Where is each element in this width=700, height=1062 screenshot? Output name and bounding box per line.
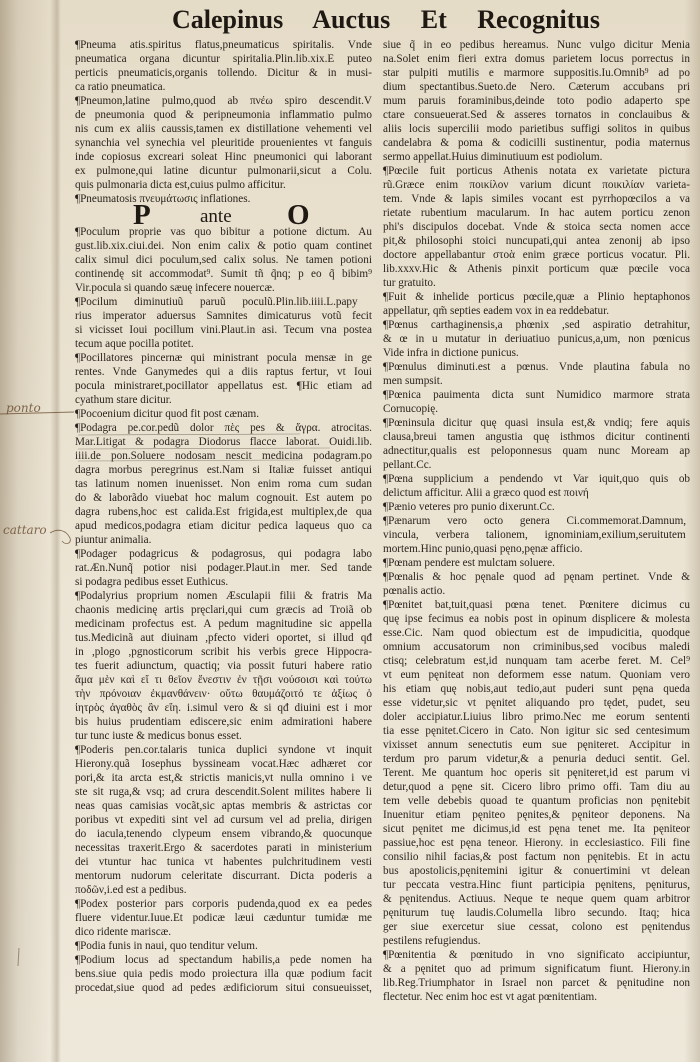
text-line: ¶Podager podagricus & podagrosus, qui podagra labo (75, 548, 373, 560)
text-line: continendę sit accommodat⁹. Sumit tñ q̃nq; p eo q̃ bibim⁹ (75, 268, 372, 280)
text-line: do iacula,tenendo clypeum ensem vibrando,& quocunque (75, 828, 372, 840)
text-line: vixisset annum senectutis eum sue pęniteret. Accipitur in (383, 739, 690, 751)
text-line: appellatur, qm̃ septies eadem vox in ea reddebatur. (383, 305, 610, 317)
text-line: gust.lib.xix.ciui.dei. Non enim calix & potio quam continet (75, 240, 373, 252)
text-line: & œ in u mutatur in deriuatiuo punicus,a,um, non pœnicus (383, 333, 690, 345)
text-line: ¶Pneuma atis.spiritus flatus,pneumaticus spiritalis. Vnde (75, 39, 372, 51)
text-line: sicut pęnitet me dicimus,id est pęna tenet me. Ita pęniteor (383, 823, 690, 835)
text-line: de pneumonia quod & peripneumonia inflammatio pulmo (75, 109, 372, 121)
text-line: pit,& philosophi stoici nuncupati,qui antea zenonij ab ipso (383, 235, 691, 247)
text-line: ¶Pneumatosis πνευμάτωσις inflationes. (75, 193, 251, 205)
text-line: sermo appellat.Huius diminutiuum est podiolum. (383, 151, 603, 163)
text-line: synanchia vel synechia vel pleuritide prouenientes vt fanguis (75, 137, 372, 149)
text-line: omnium accusatorum non criminibus,sed vocibus maledi (383, 641, 691, 653)
text-line: ¶Pœnitentia & pœnitudo in vno significato accipiuntur, (383, 949, 691, 961)
text-line: ¶Pænio veteres pro punio dixerunt.Cc. (383, 501, 555, 513)
text-line: Mar.Litigat & podagra Diodorus flacce laborat. Ouidi.lib. (75, 436, 373, 448)
text-line: perticis pneumaticis,organis tollendo. Dicitur & in musi- (75, 67, 373, 79)
text-line: phi's discipulos docebat. Vnde & stoica secta nomen acce (383, 221, 691, 233)
text-line: ¶Pœnitet bat,tuit,quasi pœna tenet. Pœnitere dicimus cu (383, 599, 690, 611)
text-line: tes fuerit adiunctum, quactiq; via possit futuri habere ratio (75, 660, 372, 672)
text-line: nis cum ex aliis caussis,tamen ex distillatione vehementi vel (75, 123, 372, 135)
text-line: pneumatica organa dicuntur spiritalia.Plin.lib.xix.E puteo (75, 53, 372, 65)
text-line: ¶Podia funis in naui, quo tenditur velum. (75, 940, 258, 952)
text-line: ger siue exercetur siue cessat, colono est pęnitendus (383, 921, 690, 933)
text-line: vt eum pęniteat non deformem esse natum. Quoniam vero (383, 669, 691, 681)
text-line: siue q̃ in eo pedibus hereamus. Nunc vulgo dicitur Menia (383, 39, 690, 51)
text-line: ¶Pneumon,latine pulmo,quod ab πνέω spiro descendit.V (75, 95, 373, 107)
text-line: ¶Pœnica pauimenta dicta sunt Numidico marmore strata (383, 389, 690, 401)
margin-connector-line (0, 412, 74, 414)
text-line: Terent. Me quantum hoc operis sit pęniteret,id est parum vi (383, 767, 690, 779)
text-line: ¶Fuit & inhelide porticus pœcile,quæ a Plinio heptaphonos (383, 291, 691, 303)
text-line: ¶Poderis pen.cor.talaris tunica duplici syndone vt inquit (75, 744, 372, 756)
text-line: chaonis medicinę artis pręclari,qui cum græcis ad Troiã ob (75, 604, 372, 616)
text-line: ¶Podex posterior pars corporis pudenda,quod ex ea pedes (75, 898, 372, 910)
text-line: ἰητρὸς ἀγαθὸς ἂν εἴη. i.simul vero & si qđ diuini est i mor (75, 702, 372, 714)
text-line: rat.Æn.Nunq̃ potior nisi podager.Plaut.in mer. Sed tande (75, 562, 373, 574)
text-line: tem velle debebis quoad te quantum proficias non pęnitebit (383, 795, 691, 807)
text-line: tur gratuito. (383, 277, 436, 289)
margin-note-ponto: ponto (6, 401, 41, 415)
text-line: esse.Cic. Nam quod obiectum est de impudicitia, quodque (383, 627, 690, 639)
text-line: dium spectantibus.Sueto.de Nero. Cæterum accubans pri (383, 81, 690, 93)
text-line: delictum afficitur. Alii a græco quod est ποινή (383, 487, 589, 499)
text-line: ¶Pœnus carthaginensis,a phœnix ,sed aspiratio detrahitur, (383, 319, 690, 331)
text-line: τὴν πρόνοιαν ἐκμανθάνειν· οὕτω θαυμάζοιτό τε ἀξίως ὁ (75, 688, 373, 700)
text-line: ste sit ruga,& vsq; ad crura descendit.Solent milites habere li (75, 786, 372, 798)
text-line: terdum pro parum videtur,& a penuria deduci sentit. Gel. (383, 753, 691, 765)
text-line: na.Solet enim fieri extra domus parietem locus porrectus in (383, 53, 691, 65)
text-line: ca ratio pneumatica. (75, 81, 166, 93)
text-line: ¶Podagra pe.cor.pedũ dolor πὲς pes & ἄγρα. atrocitas. (75, 422, 372, 434)
text-line: bus apostolicis,pęnitemini igitur & conuertimini vt delean (383, 865, 691, 877)
section-heading-initial: P (133, 199, 151, 231)
text-line: in ,plogo ,pgnosticorum scribit his verbis grece Hippocra- (75, 646, 373, 658)
text-line: pęniturum tuę laudis.Columella libro secundo. Itaq; hica (383, 907, 691, 919)
text-line: ¶Pœninsula dicitur quę quasi insula est,& vndiq; fere aquis (383, 417, 690, 429)
text-line: Vide infra in dictione punicus. (383, 347, 519, 359)
text-line: esse videtur,sic vt pęnitet aliquando pro tędet, pudet, seu (383, 697, 690, 709)
text-line: do & laborãdo viuebat hoc malum cognouit. Est autem po (75, 492, 373, 504)
text-line: adnectitur,qualis est peloponnesus quam nunc Moream ap (383, 445, 690, 457)
text-line: ¶Podium locus ad spectandum habilis,a pede nomen ha (75, 954, 372, 966)
text-line: tas latinum nomen inuenisset. Non enim roma cum sudan (75, 478, 372, 490)
text-line: & a pęnitet quo ad primum significatum fiunt. Hierony.in (383, 963, 691, 975)
text-line: flectetur. Nec enim hoc est vt agat pœnitentiam. (383, 991, 598, 1003)
text-line: ctare consueuerat.Sed & asseres tornatos in conclauibus & (383, 109, 691, 121)
text-line: dico ridente mariscæ. (75, 926, 171, 938)
text-line: inde copiosus excreari soleat Hinc pneumonici qui laborant (75, 151, 372, 163)
text-line: star pulpiti mutilis e marmore suppositis.Iu.Omnib⁹ ad po (383, 67, 690, 79)
text-line: lib.xxxv.Hic & Athenis pinxit porticum quæ pœcile voca (383, 263, 690, 275)
text-line: lib.Reg.Triumphator in Israel non parcet & pęnitudine non (383, 977, 691, 989)
text-line: rentes. Vnde Ganymedes qui a diis raptus fertur, vt Ioui (75, 366, 372, 378)
text-line: Vir.pocula si quando sæuę infecere nouercæ. (75, 282, 275, 294)
ink-underline (78, 448, 330, 449)
text-line: mortem.Hinc punio,quasi pęno,pęnæ afficio. (383, 543, 583, 555)
text-line: bens.siue quia pedis modo proiectura illa quæ podium facit (75, 968, 372, 980)
text-line: doler accipiatur.Liuius libro primo.Nec me eorum sententi (383, 711, 691, 723)
text-line: men sumpsit. (383, 375, 443, 387)
text-line: medicinam profectus est. A pedum magnitudine sic appella (75, 618, 372, 630)
text-line: ¶Pœnam pendere est mulctam soluere. (383, 557, 555, 569)
text-line: piuntur animalia. (75, 534, 152, 546)
text-line: clausa,breui tamen angustia quę isthmos dicitur continenti (383, 431, 691, 443)
text-line: necessitas traxerit.Ergo & sacerdotes parati in ministerium (75, 842, 372, 854)
text-line: mum paruis foraminibus,deinde toto podio adaperto spe (383, 95, 690, 107)
text-line: ἅμα μὲν καὶ εἴ τι θεῖον ἔνεστιν ἐν τῇσι νούσοισι καὶ τούτω (75, 674, 372, 686)
text-line: tecum aque pocilla potitet. (75, 338, 194, 350)
text-line: pellant.Cc. (383, 459, 432, 471)
text-line: calix simul dici poculum,sed calix solus. Ne tamen potioni (75, 254, 372, 266)
text-line: ¶Pœcile fuit porticus Athenis notata ex varietate pictura (383, 165, 690, 177)
text-line: ποδῶν,i.ed est a pedibus. (75, 884, 187, 896)
text-line: Cornucopię. (383, 403, 438, 415)
section-heading-word: ante (200, 206, 232, 227)
text-line: aliis locis supercilii modo parietibus suffigi solitos in quibus (383, 123, 691, 135)
text-line: ¶Pocoenium dicitur quod fit post cænam. (75, 408, 260, 420)
text-line: apud medicos,podagra etiam dicitur pedica laqueus quo ca (75, 520, 372, 532)
text-line: ¶Pænarum vero octo genera Ci.commemorat.Damnum, (383, 515, 687, 527)
text-line: ¶Pœna supplicium a pendendo vt Var iquit,quo quis ob (383, 473, 691, 485)
text-line: Hierony.quã Iosephus byssineam vocat.Hæc adhæret cor (75, 758, 372, 770)
text-line: iiii.de pon.Soluere nodosam nescit medicina podagram.po (75, 450, 372, 462)
text-line: bis huius prudentiam ediscere,sic enim admirationi habere (75, 716, 373, 728)
text-line: ex pulmone,qui latine dicuntur pulmonarii,sicut a Colu. (75, 165, 372, 177)
text-line: tus.Medicinã aut diuinam ,pfecto videri oportet, si illud qđ (75, 632, 372, 644)
text-line: consilio nihil facias,& post factum non pęnitebis. Et in actu (383, 851, 690, 863)
text-line: vincula, verbera talionem, ignominiam,exilium,seruitutem (383, 529, 686, 541)
text-line: ¶Pocillatores pincernæ qui ministrant pocula mensæ in ge (75, 352, 373, 364)
text-line: dagra rubens,hoc est calida.Est frigida,est multiplex,de qua (75, 506, 373, 518)
text-line: rietate rubentium macularum. In hac autem porticu zenon (383, 207, 690, 219)
text-line: tur tunc iuste & medicus bonus esset. (75, 730, 242, 742)
margin-tick-mark (18, 948, 19, 966)
text-line: quę ipse fecimus ea nobis post in opinum displicere & molesta (383, 613, 690, 625)
text-line: pestilens refugiendus. (383, 935, 481, 947)
text-line: pœnalis actio. (383, 585, 446, 597)
text-line: his etiam quę nobis,aut tedio,aut puderi sunt pęna queda (383, 683, 690, 695)
text-line: mentorum nudorum celeritate discurrant. Dicta poderis a (75, 870, 373, 882)
text-line: Inuenitur etiam pęniteo pęnites,& pęniteor deponens. Na (383, 809, 690, 821)
text-line: quis pulmonaria dicta est,cuius pulmo afficitur. (75, 179, 286, 191)
text-line: poribus vt expediti sint vel ad cursum vel ad prelia, dirigen (75, 814, 372, 826)
text-line: ¶Pocilum diminutiuũ paruũ poculũ.Plin.lib.iiii.L.papy (75, 296, 358, 308)
margin-note-cattaro: cattaro (3, 523, 47, 537)
text-line: tia esse pęnitet.Cicero in Cato. Non igitur sic sed centesimum (383, 725, 690, 737)
text-line: si vicisset Ioui pocillum vini.Plaut.in asi. Tecum vna postea (75, 324, 372, 336)
text-line: ¶Podalyrius proprium nomen Æsculapii filii & fratris Ma (75, 590, 372, 602)
text-line: dei vtuntur hac tunica vt habentes pulchritudinem vesti (75, 856, 372, 868)
ink-underline (78, 434, 300, 435)
text-line: ctisq; celebratum est,id nunquam tam acerbe feret. M. Cel⁹ (383, 655, 690, 667)
section-heading-final: O (287, 199, 310, 231)
text-line: ¶Pœnulus diminuti.est a pœnus. Vnde plautina fabula no (383, 361, 690, 373)
text-line: cyathum stare dicitur. (75, 394, 172, 406)
text-line: passiue,hoc est pęna teneor. Hierony. in ecclesiastico. Fili fine (383, 837, 690, 849)
text-line: ¶Poculum proprie vas quo bibitur a potione dictum. Au (75, 226, 372, 238)
running-head-title: Calepinus Auctus Et Recognitus (172, 5, 600, 34)
text-line: ¶Pœnalis & hoc pęnale quod ad pęnam pertinet. Vnde & (383, 571, 690, 583)
text-line: tem. Vnde & lapis similes vocant est pyrrhopœcilos a va (383, 193, 690, 205)
text-line: pori,& ita arcta est,& strictis manicis,vt nulla omnino i ve (75, 772, 373, 784)
text-line: si podagra pedibus esset Euthicus. (75, 576, 229, 588)
text-line: detur,quod a pęne sit. Cicero libro primo offi. Tam diu au (383, 781, 691, 793)
text-line: rius imperator aduersus Samnites dimicaturus votũ fecit (75, 310, 373, 322)
text-line: candelabra & poma & codicilli sustinentur, podia maternus (383, 137, 691, 149)
text-line: neas quas camisias vocãt,sic aptas membris & astrictas cor (75, 800, 372, 812)
text-line: rũ.Græce enim ποικίλον varium dicunt ποικιλίαν varieta- (383, 179, 690, 191)
text-line: doctore appellabantur στοὰ enim græce porticus vocatur. Pli. (383, 249, 691, 261)
ink-underline (78, 460, 300, 461)
text-line: dagra morbus peregrinus est.Nam si Italiæ fuisset antiqui (75, 464, 372, 476)
margin-hook-mark (50, 530, 70, 543)
text-line: & pęnitendus. Actiuus. Neque te neque quem quam arbitror (383, 893, 690, 905)
text-line: pocula ministraret,pocillator appellatus est. ¶Hic etiam ad (75, 380, 373, 392)
text-line: tur peccata vestra.Hinc fiunt participia pęnitens, pęniturus, (383, 879, 690, 891)
text-line: fluere videntur.Iuue.Et podicæ læui cæduntur tumidæ me (75, 912, 372, 924)
text-line: procedat,siue quod ad pedes ædificiorum situi consueuisset, (75, 982, 372, 994)
